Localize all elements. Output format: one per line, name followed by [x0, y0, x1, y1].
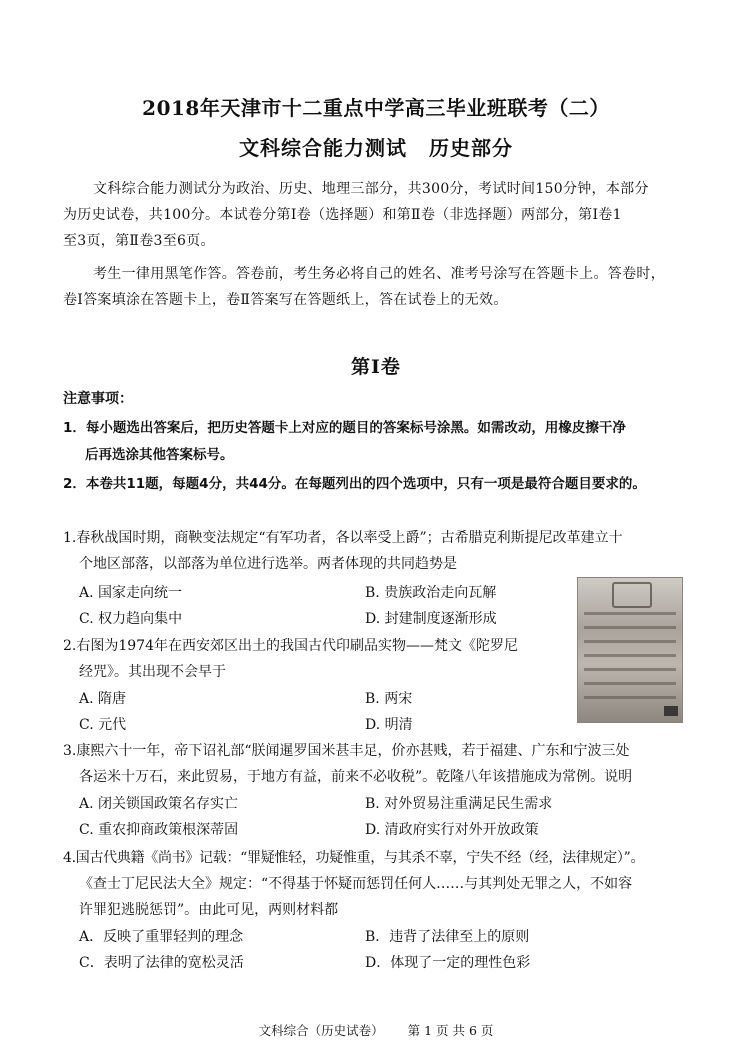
- option-c: C. 权力趋向集中: [79, 611, 183, 627]
- option-b: B. 贵族政治走向瓦解: [365, 585, 497, 601]
- footer-page-number: 第 1 页 共 6 页: [407, 1023, 494, 1038]
- question-1-stem: 1.春秋战国时期，商鞅变法规定“有军功者，各以率受上爵”；古希腊克利斯提尼改革建立十: [63, 530, 623, 546]
- section-title: 第Ⅰ卷: [351, 356, 401, 378]
- intro-line: 考生一律用黑笔作答。答卷前，考生务必将自己的姓名、准考号涂写在答题卡上。答卷时，: [93, 266, 665, 282]
- script-row: [584, 626, 676, 629]
- intro-line: 卷Ⅰ答案填涂在答题卡上，卷Ⅱ答案写在答题纸上，答在试卷上的无效。: [63, 292, 508, 308]
- question-2-stem: 经咒》。其出现不会早于: [79, 664, 226, 680]
- note-line: 后再选涂其他答案标号。: [85, 447, 234, 463]
- intro-line: 文科综合能力测试分为政治、历史、地理三部分，共300分，考试时间150分钟，本部分: [93, 181, 649, 197]
- note-line: 2．本卷共11题，每题4分，共44分。在每题列出的四个选项中，只有一项是最符合题目要求的。: [63, 476, 646, 492]
- subtitle-right: 历史部分: [429, 136, 513, 160]
- option-a: A. 闭关锁国政策名存实亡: [79, 796, 239, 812]
- exam-title: 2018年天津市十二重点中学高三毕业班联考（二）: [142, 96, 610, 120]
- note-line: 1．每小题选出答案后，把历史答题卡上对应的题目的答案标号涂黑。如需改动，用橡皮擦干净: [63, 420, 626, 436]
- exam-subtitle: [0, 132, 752, 161]
- option-a: A．反映了重罪轻判的理念: [79, 929, 244, 945]
- option-a: A. 隋唐: [79, 691, 127, 707]
- option-c: C. 重农抑商政策根深蒂固: [79, 822, 239, 838]
- option-a: A. 国家走向统一: [79, 585, 183, 601]
- intro-line: 为历史试卷，共100分。本试卷分第Ⅰ卷（选择题）和第Ⅱ卷（非选择题）两部分，第Ⅰ卷1: [63, 207, 622, 223]
- artifact-photo: [577, 577, 683, 723]
- option-d: D. 封建制度逐渐形成: [365, 611, 497, 627]
- script-row: [584, 612, 676, 615]
- option-b: B. 对外贸易注重满足民生需求: [365, 796, 553, 812]
- question-2-stem: 2.右图为1974年在西安郊区出土的我国古代印刷品实物——梵文《陀罗尼: [63, 638, 518, 654]
- option-c: C. 元代: [79, 717, 127, 733]
- option-d: D．体现了一定的理性色彩: [365, 955, 531, 971]
- question-4-stem: 4.国古代典籍《尚书》记载：“罪疑惟轻，功疑惟重，与其杀不辜，宁失不经（经，法律规定）”。: [63, 850, 645, 866]
- script-row: [584, 668, 676, 671]
- option-d: D. 明清: [365, 717, 413, 733]
- footer-exam-name: 文科综合（历史试卷）: [258, 1023, 384, 1038]
- notes-label: 注意事项：: [63, 391, 133, 407]
- script-row: [584, 640, 676, 643]
- script-row: [584, 682, 676, 685]
- option-b: B．违背了法律至上的原则: [365, 929, 530, 945]
- question-3-stem: 各运米十万石，来此贸易，于地方有益，前来不必收税”。乾隆八年该措施成为常例。说明: [79, 769, 633, 785]
- question-4-stem: 《查士丁尼民法大全》规定：“不得基于怀疑而惩罚任何人……与其判处无罪之人，不如容: [79, 876, 633, 892]
- script-row: [584, 696, 676, 699]
- question-4-stem: 许罪犯逃脱惩罚”。由此可见，两则材料都: [79, 902, 339, 918]
- question-3-stem: 3.康熙六十一年，帝下诏礼部“朕闻暹罗国米甚丰足，价亦甚贱，若于福建、广东和宁波三处: [63, 743, 630, 759]
- page-footer: [0, 1021, 752, 1039]
- script-row: [584, 654, 676, 657]
- intro-line: 至3页，第Ⅱ卷3至6页。: [63, 233, 215, 249]
- question-1-stem: 个地区部落，以部落为单位进行选举。两者体现的共同趋势是: [79, 556, 457, 572]
- option-d: D. 清政府实行对外开放政策: [365, 822, 539, 838]
- option-c: C．表明了法律的宽松灵活: [79, 955, 244, 971]
- scale-marker: [664, 706, 678, 716]
- subtitle-left: 文科综合能力测试: [239, 136, 407, 160]
- option-b: B. 两宋: [365, 691, 413, 707]
- artifact-seal-frame: [612, 582, 652, 608]
